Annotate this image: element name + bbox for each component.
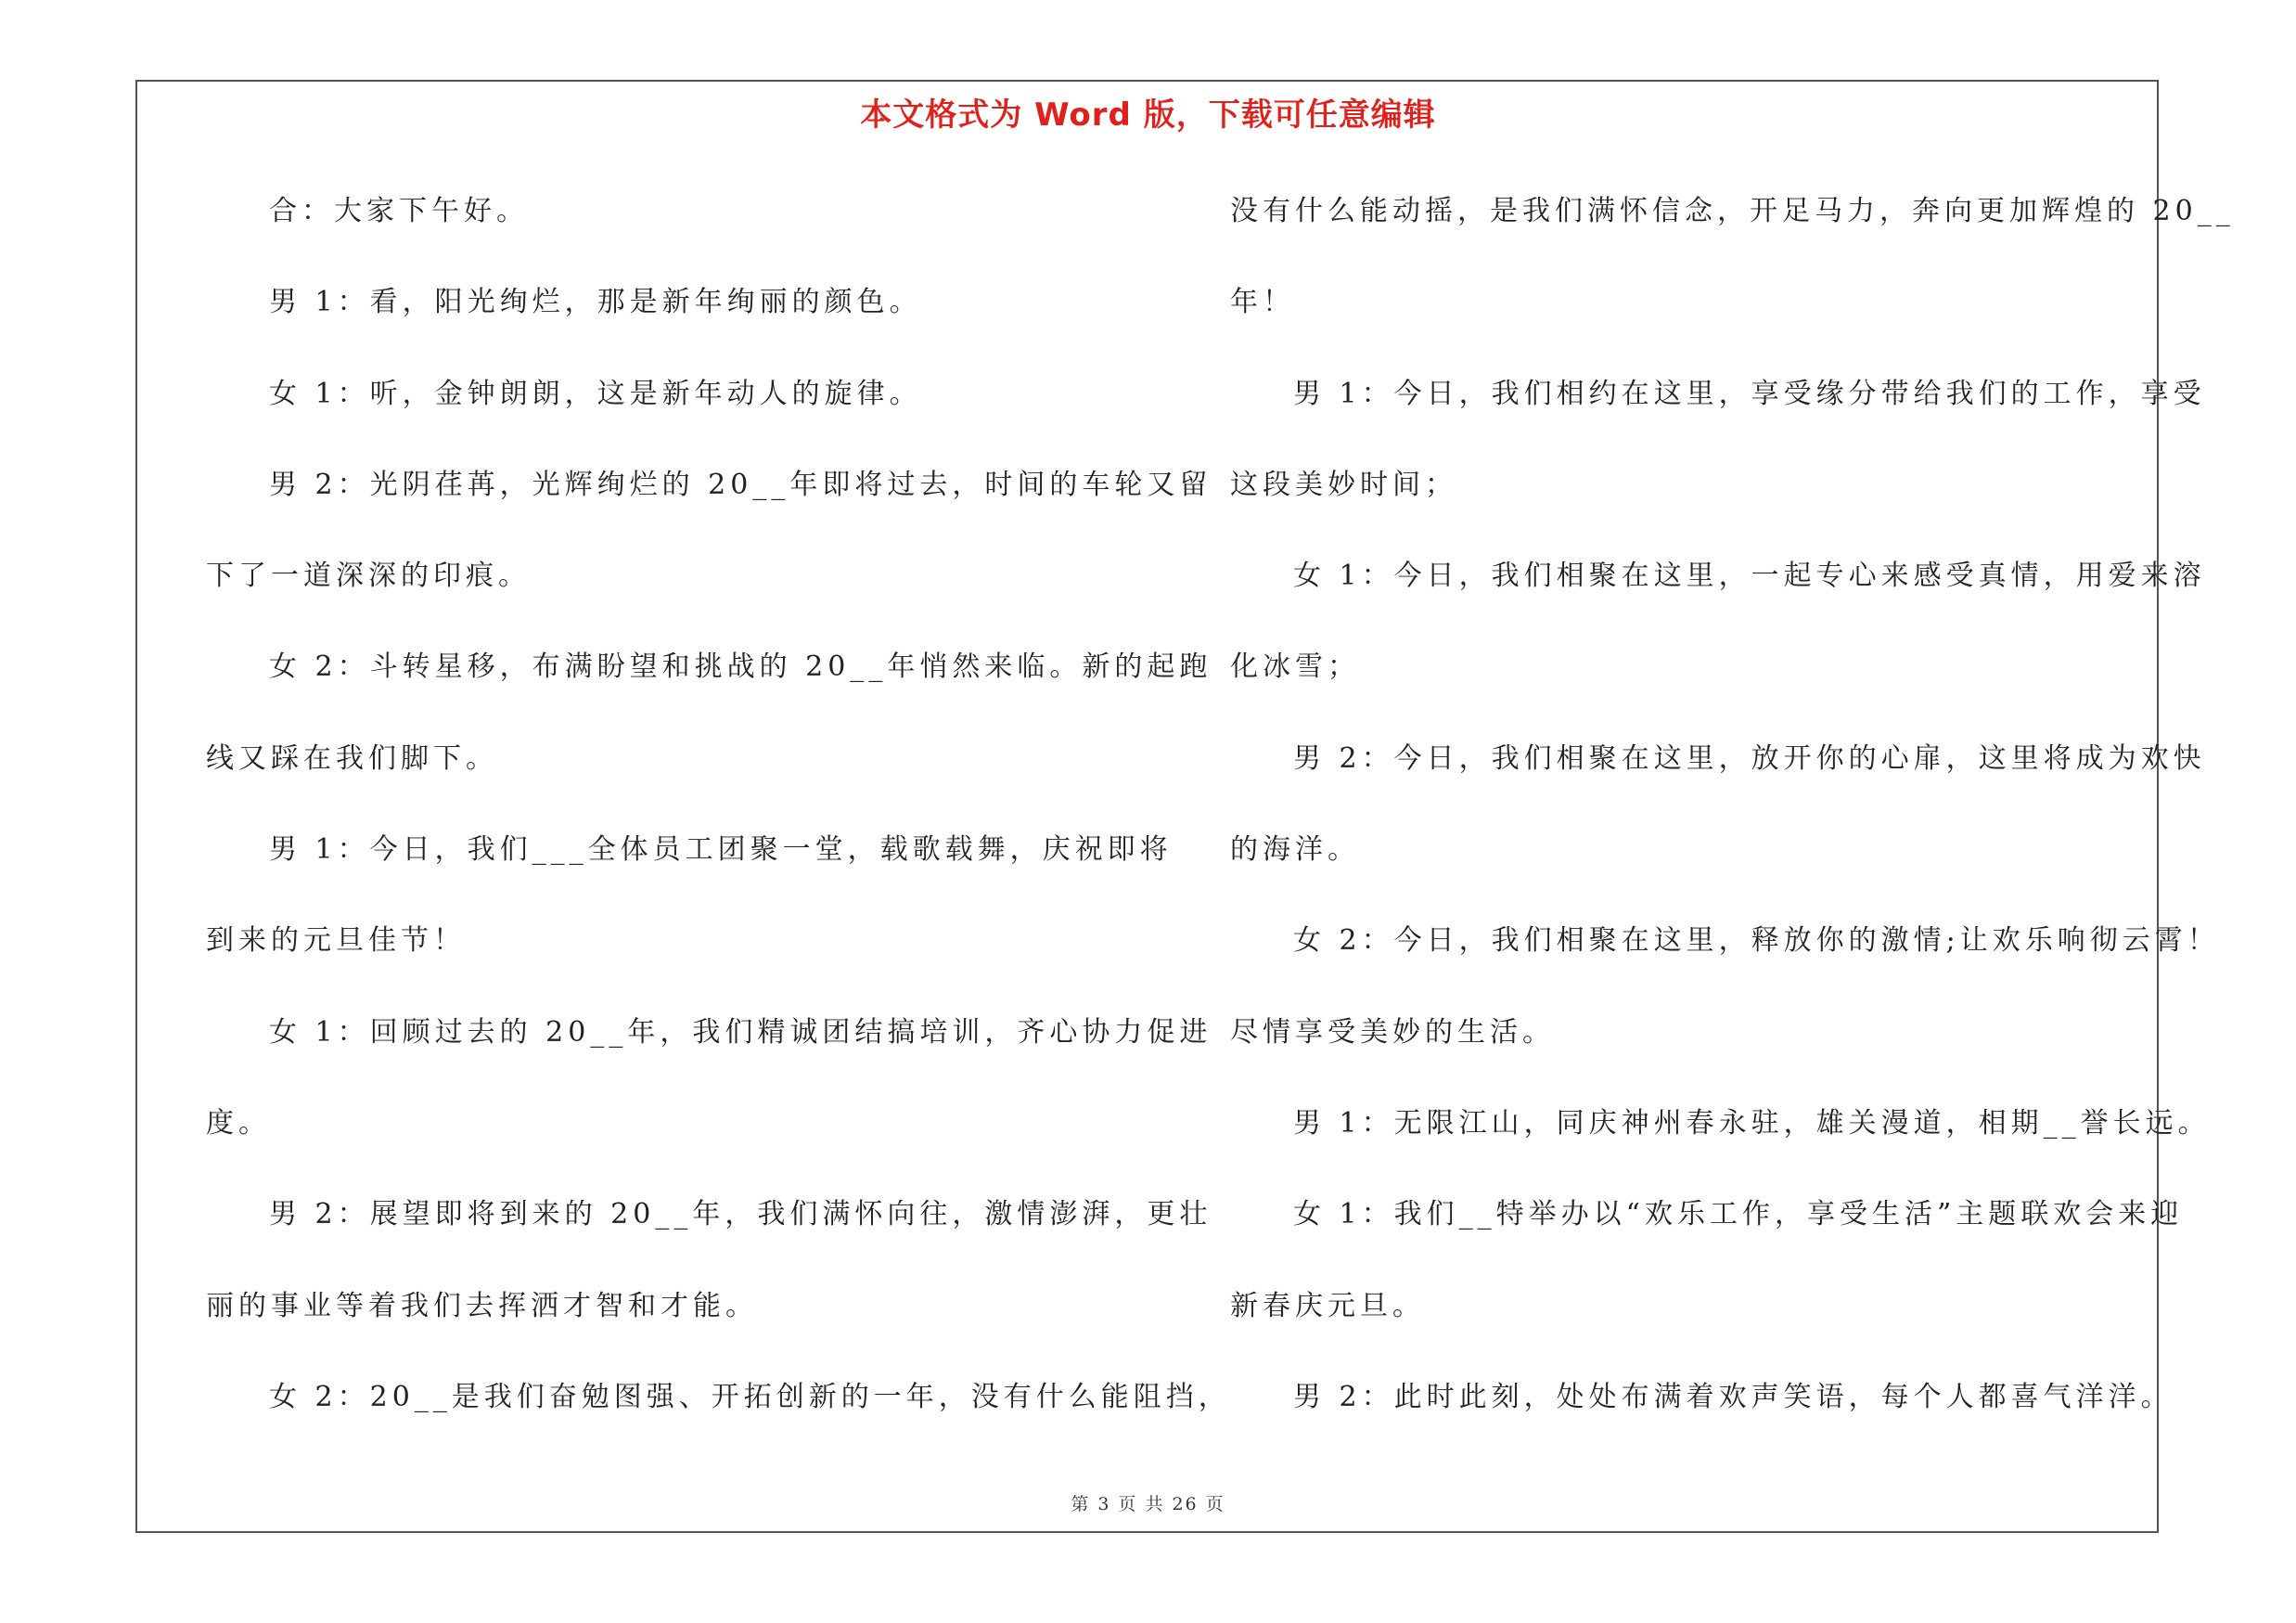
footer-total-pages: 26 — [1172, 1494, 1199, 1514]
text-line: 女 2：今日，我们相聚在这里，释放你的激情;让欢乐响彻云霄！ — [1293, 924, 2220, 958]
text-line: 度。 — [206, 1106, 271, 1140]
text-line: 没有什么能动摇，是我们满怀信念，开足马力，奔向更加辉煌的 20__ — [1230, 195, 2235, 227]
text-line: 下了一道深深的印痕。 — [206, 560, 531, 593]
left-text-column — [206, 184, 1231, 1461]
text-line: 女 1：今日，我们相聚在这里，一起专心来感受真情，用爱来溶 — [1293, 560, 2206, 593]
text-line: 合：大家下午好。 — [269, 195, 529, 227]
footer-middle: 页 共 — [1118, 1494, 1165, 1514]
text-line: 男 1：看，阳光绚烂，那是新年绚丽的颜色。 — [269, 286, 922, 319]
text-line: 年！ — [1230, 286, 1295, 319]
text-line: 女 2：斗转星移，布满盼望和挑战的 20__年悄然来临。新的起跑 — [269, 650, 1212, 684]
footer-prefix: 第 — [1071, 1494, 1091, 1514]
text-line: 男 2：光阴荏苒，光辉绚烂的 20__年即将过去，时间的车轮又留 — [269, 468, 1212, 501]
text-line: 这段美妙时间； — [1230, 468, 1457, 501]
text-line: 化冰雪； — [1230, 650, 1360, 684]
word-format-banner: 本文格式为 Word 版，下载可任意编辑 — [860, 97, 1436, 134]
text-line: 女 1：回顾过去的 20__年，我们精诚团结搞培训，齐心协力促进 — [269, 1015, 1212, 1049]
text-line: 男 2：展望即将到来的 20__年，我们满怀向往，激情澎湃，更壮 — [269, 1198, 1212, 1231]
text-line: 男 2：今日，我们相聚在这里，放开你的心扉，这里将成为欢快 — [1293, 741, 2206, 775]
text-line: 到来的元旦佳节！ — [206, 924, 466, 958]
text-line: 女 1：我们__特举办以“欢乐工作，享受生活”主题联欢会来迎 — [1293, 1198, 2184, 1231]
footer-current-page: 3 — [1097, 1494, 1111, 1514]
text-line: 线又踩在我们脚下。 — [206, 741, 498, 775]
text-line: 女 1：听，金钟朗朗，这是新年动人的旋律。 — [269, 377, 922, 410]
text-line: 男 1：今日，我们___全体员工团聚一堂，载歌载舞，庆祝即将 — [269, 833, 1173, 867]
text-line: 男 2：此时此刻，处处布满着欢声笑语，每个人都喜气洋洋。 — [1293, 1380, 2174, 1413]
page-footer — [0, 1490, 2296, 1515]
text-line: 丽的事业等着我们去挥洒才智和才能。 — [206, 1289, 758, 1322]
text-line: 新春庆元旦。 — [1230, 1289, 1425, 1322]
text-line: 的海洋。 — [1230, 833, 1360, 867]
text-line: 男 1：无限江山，同庆神州春永驻，雄关漫道，相期__誉长远。 — [1293, 1106, 2211, 1140]
text-line: 男 1：今日，我们相约在这里，享受缘分带给我们的工作，享受 — [1293, 377, 2206, 410]
footer-suffix: 页 — [1205, 1494, 1225, 1514]
text-line: 尽情享受美妙的生活。 — [1230, 1015, 1555, 1049]
right-text-column — [1230, 184, 2235, 1461]
text-line: 女 2：20__是我们奋勉图强、开拓创新的一年，没有什么能阻挡， — [269, 1380, 1231, 1413]
